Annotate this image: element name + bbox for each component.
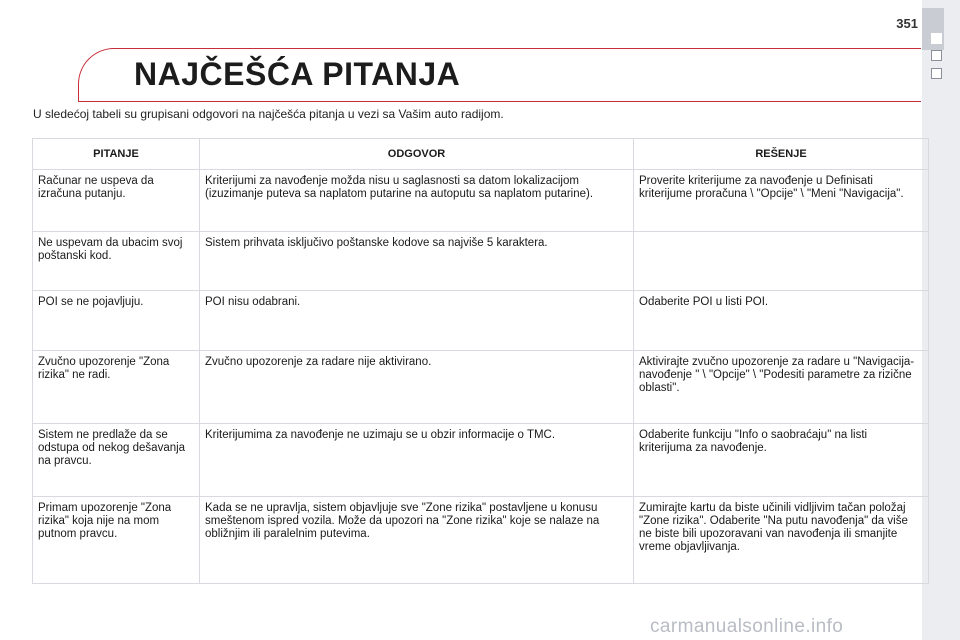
chapter-marker <box>931 50 942 61</box>
answer-cell: POI nisu odabrani. <box>200 291 634 351</box>
question-cell: Ne uspevam da ubacim svoj poštanski kod. <box>33 232 200 291</box>
answer-cell: Kada se ne upravlja, sistem objavljuje sve "Zone rizika" postavljene u konusu smeštenom ispred vozila. Može da upozori na "Zone rizika" koje se nalaze na obližnjim ili paralelnim putevima. <box>200 497 634 584</box>
solution-cell: Odaberite POI u listi POI. <box>634 291 929 351</box>
table-row <box>33 497 929 584</box>
answer-cell: Kriterijumi za navođenje možda nisu u saglasnosti sa datom lokalizacijom (izuzimanje puteva sa naplatom putarine na autoputu sa naplatom putarine). <box>200 170 634 232</box>
solution-cell <box>634 232 929 291</box>
table-row <box>33 291 929 351</box>
question-cell: POI se ne pojavljuju. <box>33 291 200 351</box>
header-answer: ODGOVOR <box>200 139 634 170</box>
question-cell: Računar ne uspeva da izračuna putanju. <box>33 170 200 232</box>
solution-cell: Odaberite funkciju "Info o saobraćaju" na listi kriterijuma za navođenje. <box>634 424 929 497</box>
table-row <box>33 170 929 232</box>
solution-cell: Zumirajte kartu da biste učinili vidljivim tačan položaj "Zone rizika". Odaberite "Na putu navođenja" da više ne biste bili upozoravani van navođenja ili smanjite vreme objavljivanja. <box>634 497 929 584</box>
table-row <box>33 351 929 424</box>
table-row <box>33 232 929 291</box>
header-question: PITANJE <box>33 139 200 170</box>
intro-text: U sledećoj tabeli su grupisani odgovori na najčešća pitanja u vezi sa Vašim auto radijom. <box>33 107 504 121</box>
solution-cell: Aktivirajte zvučno upozorenje za radare u "Navigacija- navođenje " \ "Opcije" \ "Podesiti parametre za rizične oblasti". <box>634 351 929 424</box>
question-cell: Sistem ne predlaže da se odstupa od nekog dešavanja na pravcu. <box>33 424 200 497</box>
answer-cell: Sistem prihvata isključivo poštanske kodove sa najviše 5 karaktera. <box>200 232 634 291</box>
answer-cell: Zvučno upozorenje za radare nije aktivirano. <box>200 351 634 424</box>
answer-cell: Kriterijumima za navođenje ne uzimaju se u obzir informacije o TMC. <box>200 424 634 497</box>
page-title: NAJČEŠĆA PITANJA <box>134 56 461 92</box>
table-header-row <box>33 139 929 170</box>
solution-cell: Proverite kriterijume za navođenje u Definisati kriterijume proračuna \ "Opcije" \ "Meni "Navigacija". <box>634 170 929 232</box>
header-solution: REŠENJE <box>634 139 929 170</box>
faq-table <box>32 138 929 584</box>
question-cell: Zvučno upozorenje "Zona rizika" ne radi. <box>33 351 200 424</box>
table-row <box>33 424 929 497</box>
chapter-marker-active <box>931 33 942 44</box>
watermark: carmanualsonline.info <box>650 616 844 637</box>
question-cell: Primam upozorenje "Zona rizika" koja nije na mom putnom pravcu. <box>33 497 200 584</box>
page-number: 351 <box>896 16 918 31</box>
chapter-marker <box>931 68 942 79</box>
